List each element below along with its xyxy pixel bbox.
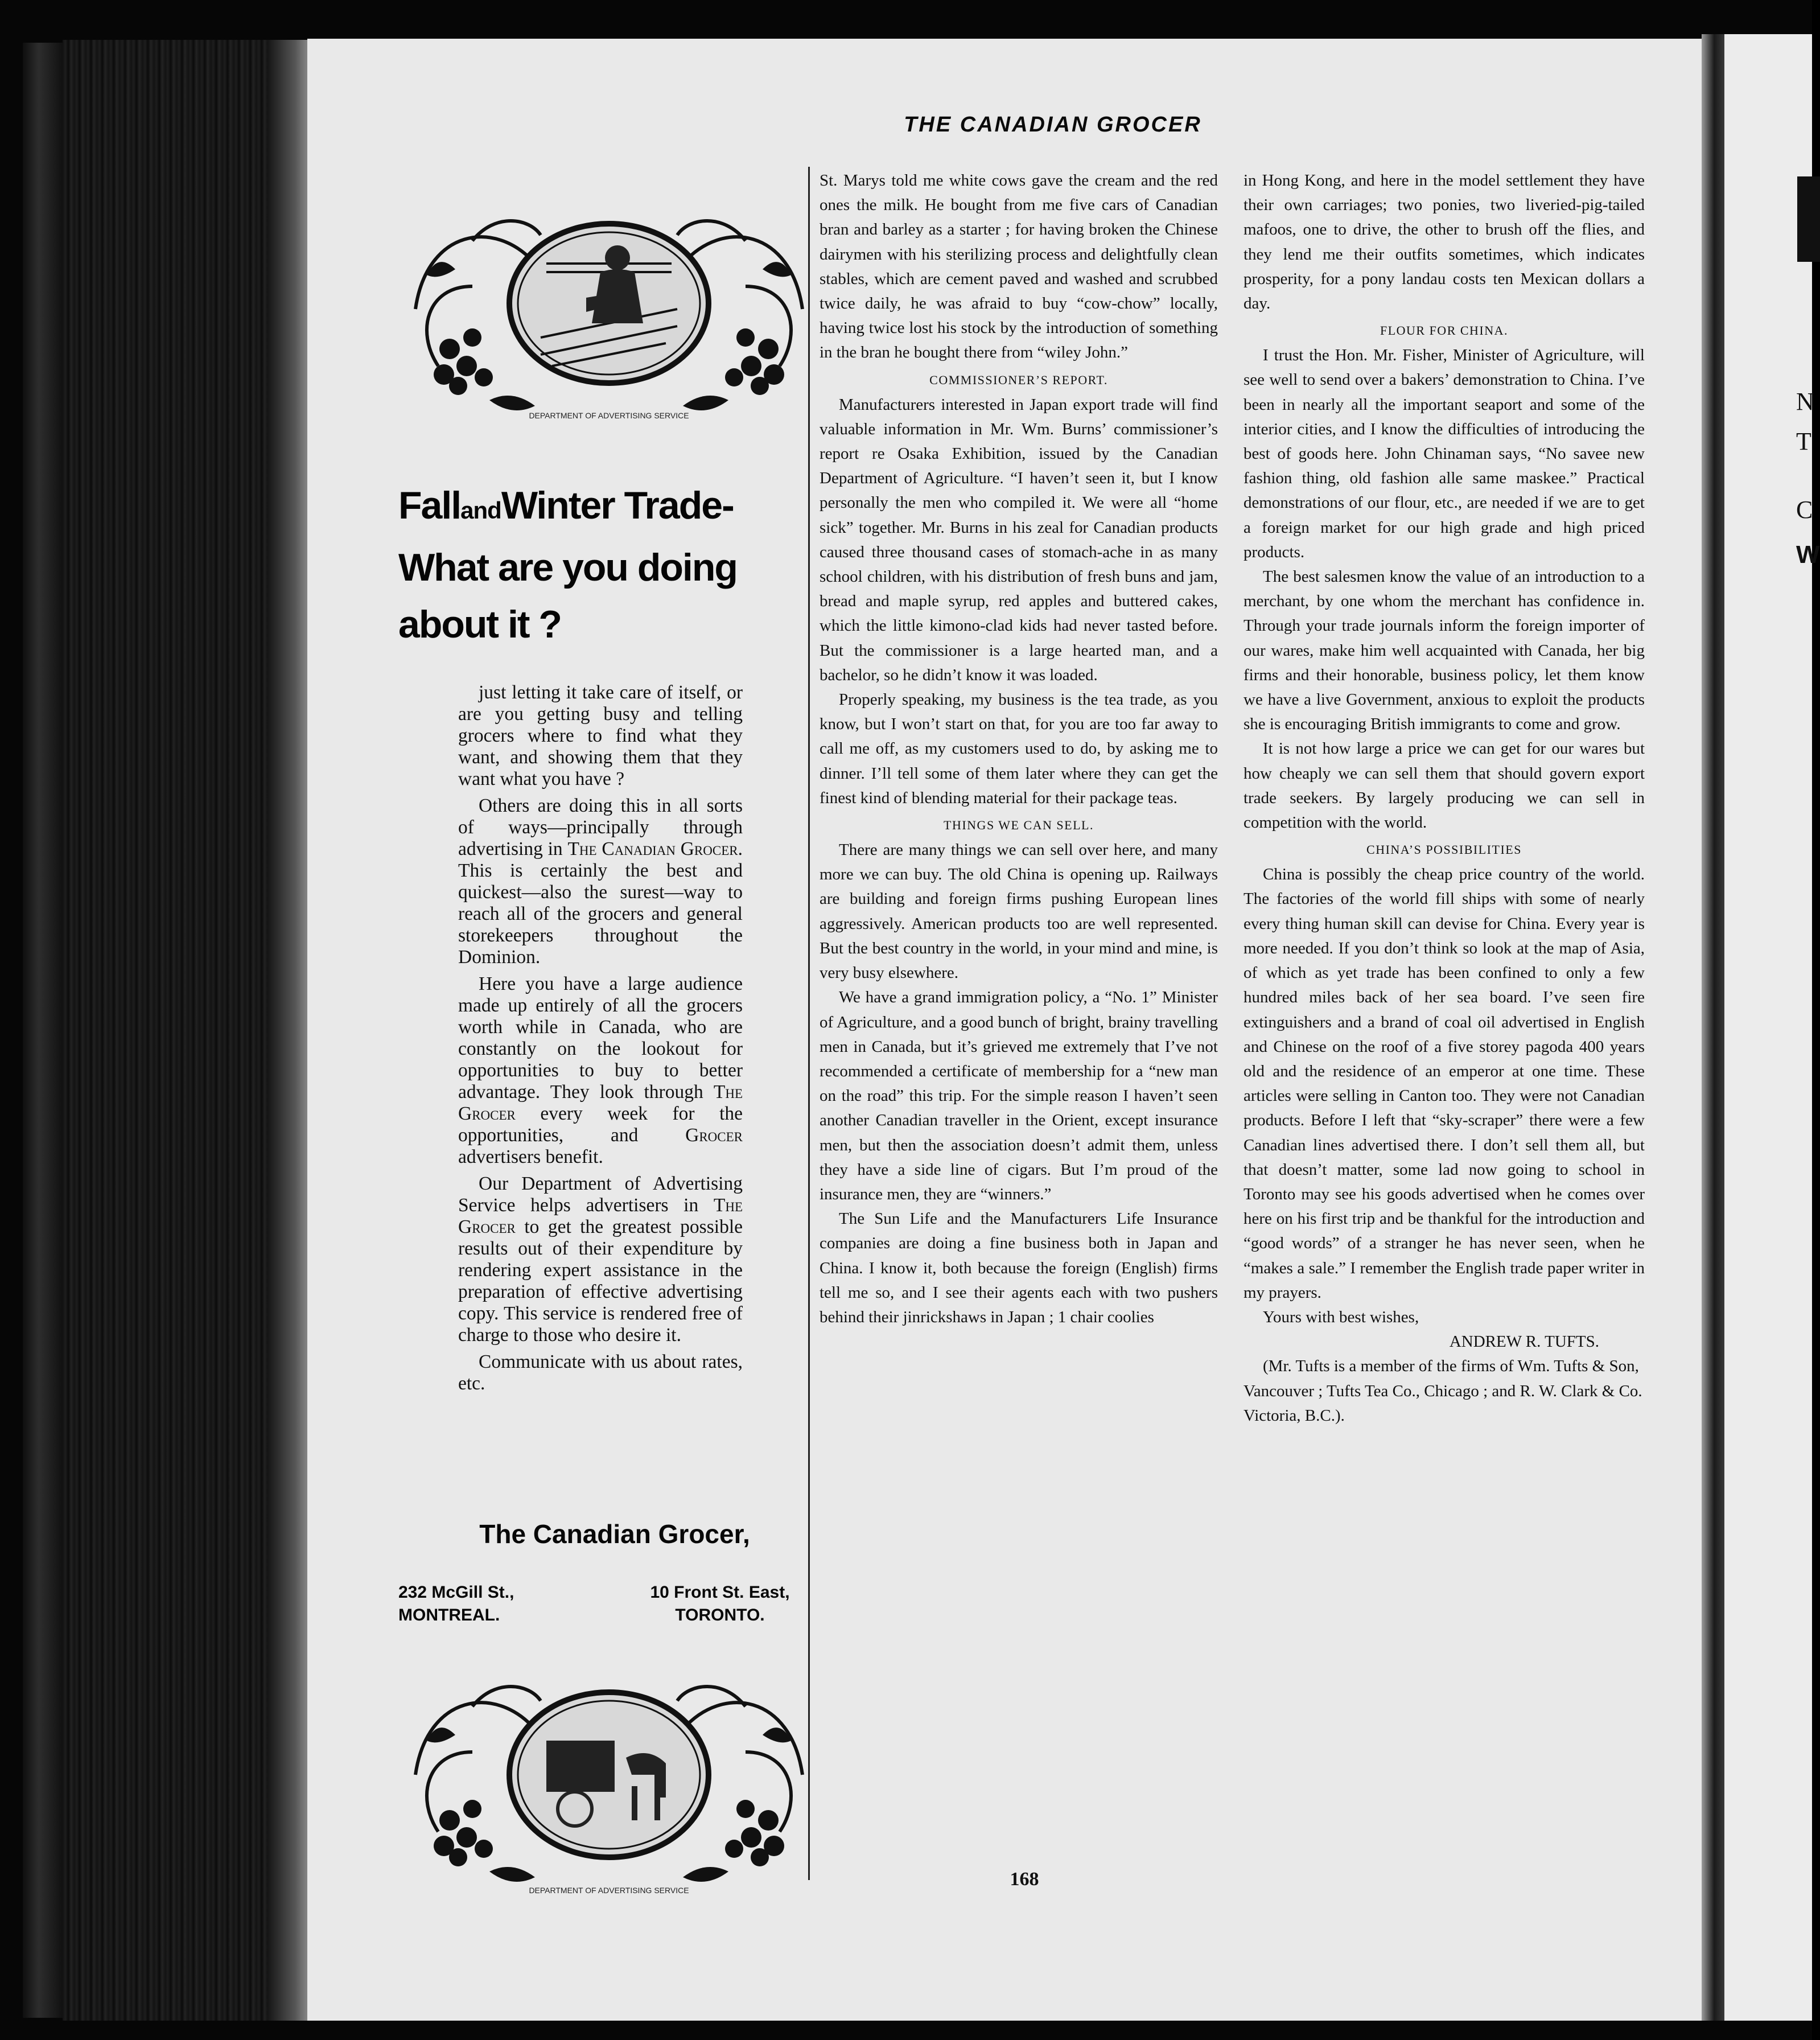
page-edge-left	[23, 43, 63, 2018]
column-rule	[808, 167, 810, 1880]
article-column-middle	[820, 168, 1218, 1330]
article-paragraph: The best salesmen know the value of an introduction to a merchant, by one whom the merchant has confidence in. Through your trade journals inform the foreign importer of our wares, make him well acquainted with Canada, her big firms and their honorable, business policy, let them know we have a live Government, anxious to exploit the products she is encouraging British immigrants to come and grow.	[1243, 567, 1645, 734]
article-paragraph: We have a grand immigration policy, a “No. 1” Minister of Agriculture, and a good bunch of bright, brainy travelling men in Canada, but it’s grieved me extremely that I’ve not recommended a certificate of membership for a “new man on the road” this trip. For the simple reason I haven’t seen another Canadian traveller in the Orient, except insurance men, but then the association doesn’t admit them, unless they have a side line of cigars. But I’m proud of the insurance men, they are “winners.”	[820, 988, 1218, 1203]
article-paragraph: There are many things we can sell over here, and many more we can buy. The old China is opening up. Railways are building and foreign firms pushing European lines aggressively. American products too are well represented. But the best country in the world, in your mind and mine, is very busy elsewhere.	[820, 841, 1218, 982]
article-paragraph: The Sun Life and the Manufacturers Life Insurance companies are doing a fine business both in Japan and China. I know it, both because the foreign (English) firms tell me so, and I see their agents each with two pushers behind their jinrickshaws in Japan ; 1 chair coolies	[820, 1210, 1218, 1326]
ad-body	[458, 682, 743, 1400]
article-paragraph: I trust the Hon. Mr. Fisher, Minister of Agriculture, will see well to send over a bakers’ demonstration to China. I’ve been in nearly all the important seaport and some of the interior cities, and I know the difficulties of introducing the best of goods here. John Chinaman says, “No savee new fashion thing, old fashion alle same maskee.” Practical demonstrations of our flour, etc., are needed if we are to get a foreign market for our high grade and high priced products.	[1243, 346, 1645, 561]
next-page-dark-block	[1797, 176, 1820, 262]
ad-paragraph: Here you have a large audience made up entirely of all the grocers worth while in Canada, who are constantly on the lookout for opportunities to buy to better advantage. They look through The Grocer every week for the opportunities, and Grocer advertisers benefit.	[458, 973, 743, 1167]
article-paragraph: It is not how large a price we can get for our wares but how cheaply we can sell them that should govern export trade seekers. By largely producing we can sell in competition with the world.	[1243, 739, 1645, 832]
author-note: (Mr. Tufts is a member of the firms of Wm. Tufts & Son, Vancouver ; Tufts Tea Co., Chicago ; and R. W. Clark & Co. Victoria, B.C.).	[1243, 1357, 1642, 1425]
magazine-page	[307, 39, 1702, 2021]
article-paragraph: Manufacturers interested in Japan export trade will find valuable information in Mr. Wm. Burns’ commissioner’s report re Osaka Exhibition, issued by the Canadian Department of Agriculture. “I haven’t seen it, but I know personally the men who compiled it. We were all “home sick” together. Mr. Burns in his zeal for Canadian products caused three thousand cases of stomach-ache in as many school children, with his distribution of fresh buns and jam, bread and maple syrup, red apples and buttered cakes, which the little kimono-clad kids had never tasted before. But the commissioner is a large hearted man, and a bachelor, so he didn’t know it was loaded.	[820, 395, 1218, 684]
ad-headline-winter-trade: Winter Trade-	[501, 484, 734, 527]
section-heading-things-we-can-sell: THINGS WE CAN SELL.	[944, 818, 1094, 833]
section-heading-commissioners-report: COMMISSIONER’S REPORT.	[929, 372, 1108, 387]
gutter-shadow	[1702, 34, 1724, 2021]
ad-paragraph: Others are doing this in all sorts of ways—principally through advertising in The Canadian Grocer. This is certainly the best and quickest—also the surest—way to reach all of the grocers and general storekeepers throughout the Dominion.	[458, 795, 743, 968]
ad-headline-line2: What are you doing	[398, 546, 737, 589]
ornament-top-illustration	[404, 195, 814, 423]
article-paragraph: St. Marys told me white cows gave the cream and the red ones the milk. He bought from me five cars of Canadian bran and barley as a starter ; for having broken the Chinese dairymen with his sterilizing process and delightfully clean stables, which are cement paved and washed and scrubbed twice daily, he was afraid to buy “cow-chow” locally, having twice lost his stock by the introduction of something in the bran he bought there from “wiley John.”	[820, 171, 1218, 362]
page-number: 168	[1010, 1869, 1039, 1890]
ornament-caption: DEPARTMENT OF ADVERTISING SERVICE	[529, 411, 689, 420]
ad-paragraph: Communicate with us about rates, etc.	[458, 1351, 743, 1394]
next-page-fragment: C	[1796, 496, 1813, 524]
ad-paragraph: just letting it take care of itself, or are you getting busy and telling grocers where to find what they want, and showing them that they want what you have ?	[458, 682, 743, 789]
next-page-fragment: W	[1796, 541, 1820, 569]
ad-headline-fall: Fall	[398, 484, 461, 527]
letter-signoff	[1243, 1305, 1645, 1428]
ornament-bottom-illustration	[404, 1661, 814, 1900]
article-paragraph: in Hong Kong, and here in the model settlement they have their own carriages; two ponies, two liveried-pig-tailed mafoos, one to drive, the other to brush off the flies, and they lend me their outfits sometimes, which indicates prosperity, for a pony landau costs ten Mexican dollars a day.	[1243, 171, 1645, 313]
next-page-fragment: T	[1796, 427, 1811, 455]
next-page-edge	[1724, 34, 1820, 2021]
next-page-fragment: N	[1796, 388, 1814, 416]
ad-headline-and: and	[460, 497, 501, 524]
address-montreal: 232 McGill St., MONTREAL.	[398, 1583, 514, 1624]
article-paragraph: Properly speaking, my business is the tea trade, as you know, but I won’t start on that, for you are too far away to call me off, as my customers used to do, by asking me to dinner. I’ll tell some of them later where they can get the finest kind of blending material for their package teas.	[820, 690, 1218, 807]
ornament-caption: DEPARTMENT OF ADVERTISING SERVICE	[529, 1886, 689, 1895]
section-heading-flour-for-china: FLOUR FOR CHINA.	[1380, 323, 1509, 338]
spine-shadow	[267, 40, 313, 2021]
ad-headline	[398, 477, 831, 653]
address-toronto: 10 Front St. East, TORONTO.	[650, 1583, 790, 1624]
running-head: THE CANADIAN GROCER	[904, 113, 1202, 137]
ad-signature: The Canadian Grocer,	[479, 1519, 750, 1549]
ad-paragraph: Our Department of Advertising Service helps advertisers in The Grocer to get the greatest possible results out of their expenditure by rendering expert assistance in the preparation of effective advertising copy. This service is rendered free of charge to those who desire it.	[458, 1173, 743, 1346]
closing-line: Yours with best wishes,	[1263, 1307, 1419, 1326]
ad-headline-line3: about it ?	[398, 603, 561, 646]
author-name: ANDREW R. TUFTS.	[1449, 1332, 1599, 1351]
section-heading-chinas-possibilities: CHINA’S POSSIBILITIES	[1366, 842, 1522, 857]
article-column-right	[1243, 168, 1645, 1428]
article-paragraph: China is possibly the cheap price country of the world. The factories of the world fill ships with some of nearly every thing human skill can devise for China. Every year is more needed. If you don’t think so look at the map of Asia, of which as yet trade has been confined to only a few hundred miles back of her sea board. I’ve seen fire extinguishers and a brand of coal oil advertised in English and Chinese on the roof of a five storey pagoda 400 years old and the residence of an emperor at one time. These articles were selling in Canton too. They were not Canadian products. Before I left that “sky-scraper” there were a few Canadian lines advertised there. I don’t sell them all, but that doesn’t matter, some lad now going to school in Toronto may see his goods advertised when he comes over here on his first trip and be thankful for the introduction and “good words” of a stranger he has never seen, when he “makes a sale.” I remember the English trade paper writer in my prayers.	[1243, 865, 1645, 1302]
